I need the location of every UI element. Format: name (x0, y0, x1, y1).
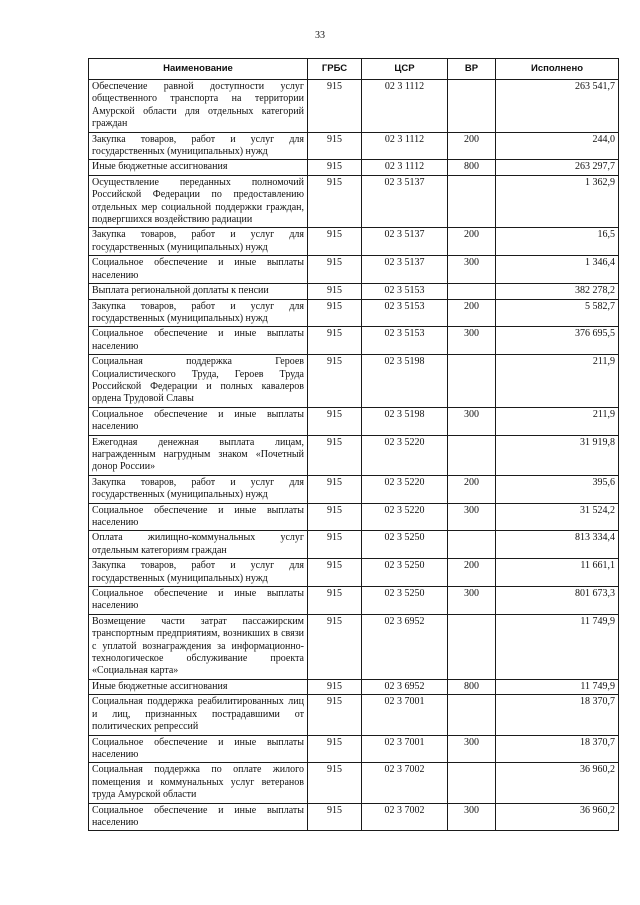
row-csr-cell: 02 3 5153 (362, 327, 448, 355)
header-csr: ЦСР (362, 59, 448, 80)
table-row (89, 614, 619, 679)
row-name-cell: Социальное обеспечение и иные выплаты населению (89, 327, 308, 355)
row-csr-cell: 02 3 6952 (362, 679, 448, 694)
table-row (89, 132, 619, 160)
row-name-cell: Ежегодная денежная выплата лицам, награжденным нагрудным знаком «Почетный донор России» (89, 435, 308, 475)
row-grbs-cell: 915 (308, 355, 362, 408)
row-grbs-cell: 915 (308, 284, 362, 299)
table-row (89, 299, 619, 327)
row-name-cell: Закупка товаров, работ и услуг для государственных (муниципальных) нужд (89, 132, 308, 160)
row-vr-cell: 200 (448, 299, 496, 327)
row-amount-cell: 11 749,9 (496, 679, 619, 694)
table-row (89, 735, 619, 763)
row-amount-cell: 11 749,9 (496, 614, 619, 679)
row-csr-cell: 02 3 5153 (362, 284, 448, 299)
row-csr-cell: 02 3 7002 (362, 763, 448, 803)
table-row (89, 475, 619, 503)
row-csr-cell: 02 3 6952 (362, 614, 448, 679)
row-csr-cell: 02 3 5137 (362, 256, 448, 284)
row-amount-cell: 31 524,2 (496, 503, 619, 531)
row-grbs-cell: 915 (308, 695, 362, 735)
row-vr-cell: 800 (448, 679, 496, 694)
row-grbs-cell: 915 (308, 327, 362, 355)
row-vr-cell: 200 (448, 132, 496, 160)
row-grbs-cell: 915 (308, 299, 362, 327)
row-amount-cell: 211,9 (496, 355, 619, 408)
row-amount-cell: 1 362,9 (496, 175, 619, 228)
row-name-cell: Закупка товаров, работ и услуг для государственных (муниципальных) нужд (89, 299, 308, 327)
row-vr-cell: 300 (448, 503, 496, 531)
row-name-cell: Социальное обеспечение и иные выплаты населению (89, 803, 308, 831)
row-name-cell: Закупка товаров, работ и услуг для государственных (муниципальных) нужд (89, 475, 308, 503)
row-grbs-cell: 915 (308, 435, 362, 475)
row-grbs-cell: 915 (308, 503, 362, 531)
row-csr-cell: 02 3 5220 (362, 503, 448, 531)
row-vr-cell (448, 435, 496, 475)
row-grbs-cell: 915 (308, 175, 362, 228)
row-amount-cell: 382 278,2 (496, 284, 619, 299)
row-grbs-cell: 915 (308, 132, 362, 160)
row-name-cell: Социальное обеспечение и иные выплаты населению (89, 256, 308, 284)
row-amount-cell: 18 370,7 (496, 735, 619, 763)
table-row (89, 803, 619, 831)
row-vr-cell (448, 763, 496, 803)
row-name-cell: Оплата жилищно-коммунальных услуг отдельным категориям граждан (89, 531, 308, 559)
row-amount-cell: 211,9 (496, 407, 619, 435)
row-csr-cell: 02 3 5250 (362, 587, 448, 615)
table-row (89, 531, 619, 559)
row-name-cell: Социальная поддержка по оплате жилого помещения и коммунальных услуг ветеранов труда Амурской области (89, 763, 308, 803)
row-vr-cell: 200 (448, 559, 496, 587)
row-grbs-cell: 915 (308, 531, 362, 559)
row-name-cell: Иные бюджетные ассигнования (89, 160, 308, 175)
row-vr-cell: 300 (448, 407, 496, 435)
row-vr-cell: 200 (448, 475, 496, 503)
row-csr-cell: 02 3 1112 (362, 132, 448, 160)
header-amount: Исполнено (496, 59, 619, 80)
row-csr-cell: 02 3 5153 (362, 299, 448, 327)
row-grbs-cell: 915 (308, 735, 362, 763)
row-amount-cell: 244,0 (496, 132, 619, 160)
row-vr-cell: 800 (448, 160, 496, 175)
table-row (89, 160, 619, 175)
row-csr-cell: 02 3 1112 (362, 80, 448, 133)
row-vr-cell: 300 (448, 256, 496, 284)
table-row (89, 679, 619, 694)
row-name-cell: Социальное обеспечение и иные выплаты населению (89, 503, 308, 531)
row-amount-cell: 1 346,4 (496, 256, 619, 284)
header-vr: ВР (448, 59, 496, 80)
row-csr-cell: 02 3 5220 (362, 475, 448, 503)
row-csr-cell: 02 3 7001 (362, 695, 448, 735)
table-row (89, 175, 619, 228)
table-row (89, 228, 619, 256)
row-csr-cell: 02 3 7001 (362, 735, 448, 763)
table-row (89, 407, 619, 435)
table-row (89, 695, 619, 735)
table-header-row (89, 59, 619, 80)
table-row (89, 256, 619, 284)
table-row (89, 763, 619, 803)
row-csr-cell: 02 3 5137 (362, 228, 448, 256)
table-row (89, 435, 619, 475)
row-amount-cell: 395,6 (496, 475, 619, 503)
row-amount-cell: 31 919,8 (496, 435, 619, 475)
row-amount-cell: 376 695,5 (496, 327, 619, 355)
table-row (89, 284, 619, 299)
row-amount-cell: 263 541,7 (496, 80, 619, 133)
row-amount-cell: 5 582,7 (496, 299, 619, 327)
row-grbs-cell: 915 (308, 160, 362, 175)
row-amount-cell: 16,5 (496, 228, 619, 256)
row-grbs-cell: 915 (308, 614, 362, 679)
row-amount-cell: 813 334,4 (496, 531, 619, 559)
row-grbs-cell: 915 (308, 228, 362, 256)
table-row (89, 327, 619, 355)
row-vr-cell (448, 284, 496, 299)
row-vr-cell (448, 175, 496, 228)
row-csr-cell: 02 3 5250 (362, 531, 448, 559)
row-vr-cell: 300 (448, 327, 496, 355)
row-amount-cell: 18 370,7 (496, 695, 619, 735)
row-amount-cell: 801 673,3 (496, 587, 619, 615)
row-name-cell: Возмещение части затрат пассажирским транспортным предприятиям, возникших в связи с уплатой вознаграждения за информационно-технологическое обслуживание проекта «Социальная карта» (89, 614, 308, 679)
row-amount-cell: 36 960,2 (496, 763, 619, 803)
row-grbs-cell: 915 (308, 587, 362, 615)
row-vr-cell: 300 (448, 803, 496, 831)
row-name-cell: Закупка товаров, работ и услуг для государственных (муниципальных) нужд (89, 228, 308, 256)
row-vr-cell (448, 531, 496, 559)
row-grbs-cell: 915 (308, 80, 362, 133)
row-grbs-cell: 915 (308, 679, 362, 694)
row-name-cell: Осуществление переданных полномочий Российской Федерации по предоставлению отдельных мер социальной поддержки граждан, подвергшихся воздействию радиации (89, 175, 308, 228)
row-csr-cell: 02 3 5137 (362, 175, 448, 228)
row-csr-cell: 02 3 7002 (362, 803, 448, 831)
row-vr-cell: 300 (448, 735, 496, 763)
row-grbs-cell: 915 (308, 475, 362, 503)
row-name-cell: Иные бюджетные ассигнования (89, 679, 308, 694)
row-grbs-cell: 915 (308, 763, 362, 803)
row-csr-cell: 02 3 5220 (362, 435, 448, 475)
budget-table (88, 58, 619, 831)
row-name-cell: Социальная поддержка Героев Социалистического Труда, Героев Труда Российской Федерации и полных кавалеров ордена Трудовой Славы (89, 355, 308, 408)
row-vr-cell (448, 614, 496, 679)
row-csr-cell: 02 3 5198 (362, 355, 448, 408)
row-vr-cell: 200 (448, 228, 496, 256)
row-amount-cell: 11 661,1 (496, 559, 619, 587)
row-amount-cell: 36 960,2 (496, 803, 619, 831)
row-name-cell: Закупка товаров, работ и услуг для государственных (муниципальных) нужд (89, 559, 308, 587)
row-name-cell: Социальное обеспечение и иные выплаты населению (89, 735, 308, 763)
header-name: Наименование (89, 59, 308, 80)
header-grbs: ГРБС (308, 59, 362, 80)
table-row (89, 503, 619, 531)
page-number: 33 (315, 30, 325, 41)
row-vr-cell (448, 80, 496, 133)
table-row (89, 80, 619, 133)
row-name-cell: Социальное обеспечение и иные выплаты населению (89, 407, 308, 435)
row-amount-cell: 263 297,7 (496, 160, 619, 175)
row-vr-cell (448, 695, 496, 735)
row-grbs-cell: 915 (308, 256, 362, 284)
table-body (89, 80, 619, 831)
row-vr-cell: 300 (448, 587, 496, 615)
row-name-cell: Социальная поддержка реабилитированных лиц и лиц, признанных пострадавшими от политических репрессий (89, 695, 308, 735)
row-grbs-cell: 915 (308, 803, 362, 831)
table-row (89, 355, 619, 408)
row-grbs-cell: 915 (308, 559, 362, 587)
row-csr-cell: 02 3 1112 (362, 160, 448, 175)
row-csr-cell: 02 3 5198 (362, 407, 448, 435)
table-row (89, 559, 619, 587)
row-grbs-cell: 915 (308, 407, 362, 435)
row-name-cell: Выплата региональной доплаты к пенсии (89, 284, 308, 299)
row-name-cell: Обеспечение равной доступности услуг общественного транспорта на территории Амурской области для отдельных категорий граждан (89, 80, 308, 133)
row-name-cell: Социальное обеспечение и иные выплаты населению (89, 587, 308, 615)
row-vr-cell (448, 355, 496, 408)
table-row (89, 587, 619, 615)
row-csr-cell: 02 3 5250 (362, 559, 448, 587)
